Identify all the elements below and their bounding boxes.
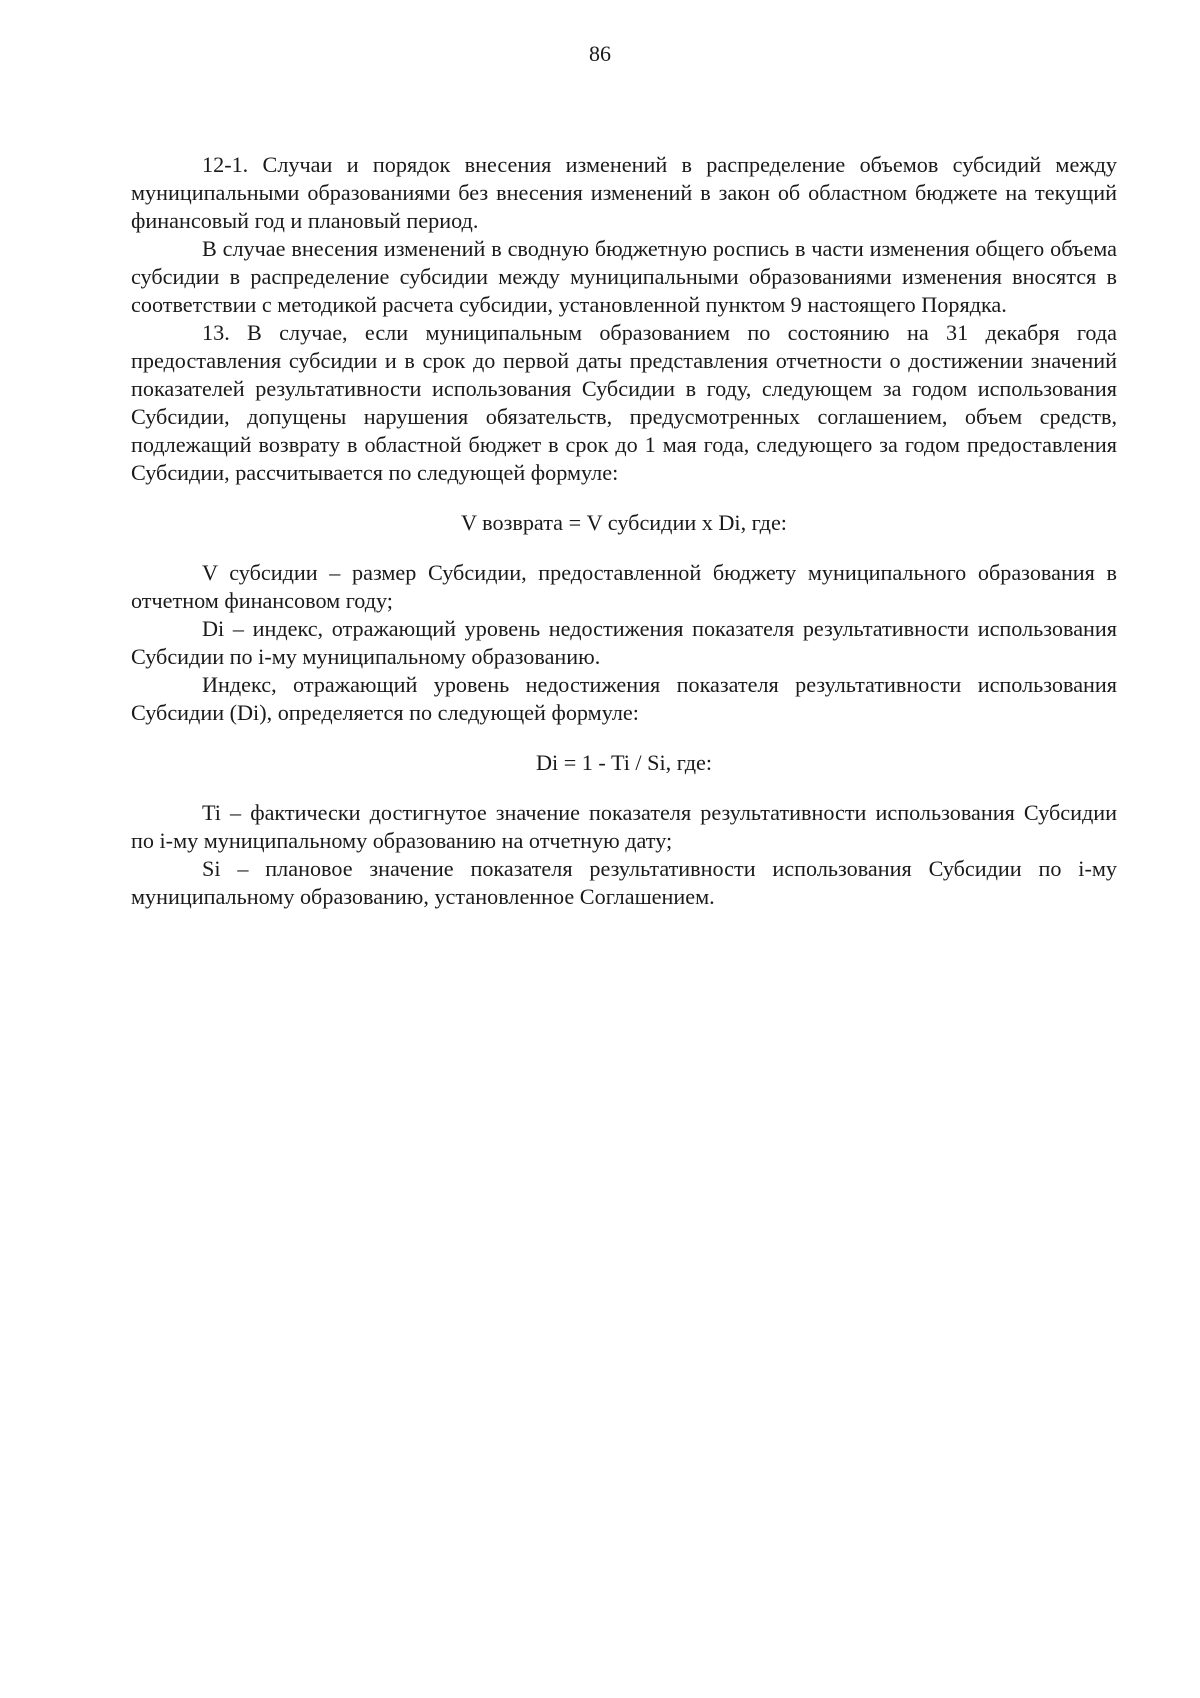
definition-di: Di – индекс, отражающий уровень недостижения показателя результативности использования Субсидии по i-му муниципальному образованию.: [131, 616, 1117, 669]
page-number: 86: [589, 41, 611, 66]
definition-ti: Ti – фактически достигнутое значение показателя результативности использования Субсидии по i-му муниципальному образованию на отчетную дату;: [131, 800, 1117, 853]
paragraph-13: 13. В случае, если муниципальным образованием по состоянию на 31 декабря года предоставления субсидии и в срок до первой даты представления отчетности о достижении значений показателей результативности использования Субсидии в году, следующем за годом использования Субсидии, допущены нарушения обязательств, предусмотренных соглашением, объем средств, подлежащий возврату в областной бюджет в срок до 1 мая года, следующего за годом предоставления Субсидии, рассчитывается по следующей формуле:: [131, 320, 1117, 485]
definition-v-subsidy: V субсидии – размер Субсидии, предоставленной бюджету муниципального образования в отчетном финансовом году;: [131, 560, 1117, 613]
paragraph-index-definition: Индекс, отражающий уровень недостижения показателя результативности использования Субсидии (Di), определяется по следующей формуле:: [131, 672, 1117, 725]
document-body: [131, 151, 1117, 911]
paragraph-budget-changes: В случае внесения изменений в сводную бюджетную роспись в части изменения общего объема субсидии в распределение субсидии между муниципальными образованиями изменения вносятся в соответствии с методикой расчета субсидии, установленной пунктом 9 настоящего Порядка.: [131, 236, 1117, 317]
formula-return-volume: V возврата = V субсидии x Di, где:: [461, 510, 787, 535]
paragraph-12-1: 12-1. Случаи и порядок внесения изменений в распределение объемов субсидий между муниципальными образованиями без внесения изменений в закон об областном бюджете на текущий финансовый год и плановый период.: [131, 152, 1117, 233]
formula-di: Di = 1 - Ti / Si, где:: [535, 750, 713, 775]
definition-si: Si – плановое значение показателя результативности использования Субсидии по i-му муниципальному образованию, установленное Соглашением.: [131, 856, 1117, 909]
